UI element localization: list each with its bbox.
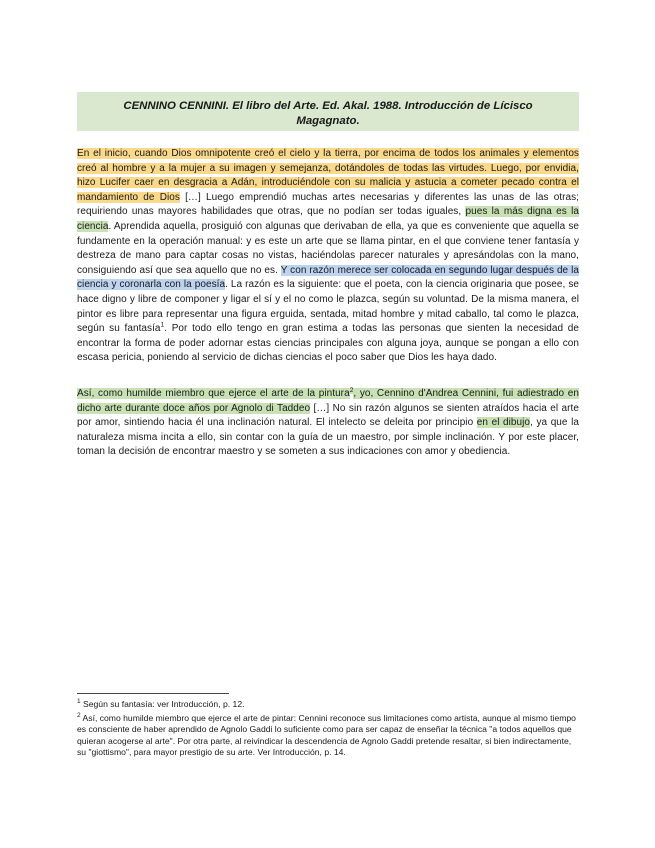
highlight-green: , yo, Cennino d'Andrea Cennini, fui adiestrado en dicho arte durante doce años por Agnolo di Taddeo	[77, 388, 580, 414]
text-run: , ya que la naturaleza misma incita a ello, sin contar con la guía de un maestro, por simple inclinación. Y por este placer, toman la decisión de encontrar maestro y se someten a sus indicaciones con amor y obediencia.	[77, 417, 579, 458]
footnote-2	[77, 713, 579, 758]
text-run: […] Luego emprendió muchas artes necesarias y diferentes las unas de las otras; requiriendo unas mayores habilidades que otras, que no podían ser todas iguales,	[77, 191, 580, 218]
text-run: . Aprendida aquella, prosiguió con algunas que derivaban de ella, ya que es conveniente que aquella se fundamente en la operación manual: y es este un arte que se llama pintar, en el que conviene tener fantasía y destreza de mano para captar cosas no vistas, haciéndolas parecer naturales y apresándolas con la mano, consiguiendo así que sea aquello que no es.	[77, 220, 579, 276]
highlight-yellow: En el inicio, cuando Dios omnipotente creó el cielo y la tierra, por encima de todos los animales y elementos creó al hombre y a la mujer a su imagen y semejanza, dotándoles de todas las virtudes. Luego, por envidia, hizo Lucifer caer en desgracia a Adán, introduciéndole con su malicia y astucia a cometer pecado contra el mandamiento de Dios	[77, 148, 579, 203]
highlight-green: pues la más digna es la ciencia	[77, 206, 579, 232]
text-run: . Por todo ello tengo en gran estima a todas las personas que sienten la necesidad de encontrar la forma de poder adornar estas ciencias principales con alguna joya, aunque se pongan a ello con escasa pericia, poniendo al servicio de dichas ciencias el poco saber que Dios les haya dado.	[77, 323, 579, 364]
paragraph-1	[77, 147, 579, 366]
document-title	[77, 92, 579, 131]
footnote-text: Según su fantasía: ver Introducción, p. 12.	[80, 699, 245, 709]
highlight-green: Así, como humilde miembro que ejerce el arte de la pintura	[77, 388, 350, 399]
footnote-ref-1[interactable]: 1	[160, 321, 165, 329]
text-run: […] No sin razón algunos se sienten atraídos hacia el arte por amor, sintiendo hacia él una inclinación natural. El intelecto se deleita por principio	[77, 402, 579, 429]
footnote-number: 2	[77, 712, 81, 720]
paragraph-2	[77, 387, 579, 460]
highlight-blue: Y con razón merece ser colocada en segundo lugar después de la ciencia y coronarla con la poesía	[77, 264, 579, 291]
text-run: . La razón es la siguiente: que el poeta, con la ciencia originaria que posee, se hace digno y libre de componer y ligar el sí y el no como le plazca, según su voluntad. De la misma manera, el pintor es libre para representar una figura erguida, sentada, mitad hombre y mitad caballo, tal como le plazca, según su fantasía	[77, 279, 579, 335]
footnote-ref-2[interactable]: 2	[349, 386, 354, 394]
footnote-1	[77, 699, 579, 710]
footnote-text: Así, como humilde miembro que ejerce el arte de pintar: Cennini reconoce sus limitaciones como artista, aunque al mismo tiempo es consciente de haber aprendido de Agnolo Gaddi lo suficiente como para ser capaz de enseñar la técnica "a todos aquellos que quieran acogerse al arte". Por otra parte, al reivindicar la descendencia de Agnolo Gaddi pretende resaltar, si bien indirectamente, su "giottismo", para mayor prestigio de su arte. Ver Introducción, p. 14.	[77, 713, 576, 757]
footnote-number: 1	[77, 698, 81, 706]
highlight-green: en el dibujo	[476, 417, 531, 429]
footnote-separator	[77, 693, 229, 694]
footnotes	[77, 699, 579, 761]
title-text: CENNINO CENNINI. El libro del Arte. Ed. Akal. 1988. Introducción de Lícisco Magagnato.	[123, 100, 533, 127]
